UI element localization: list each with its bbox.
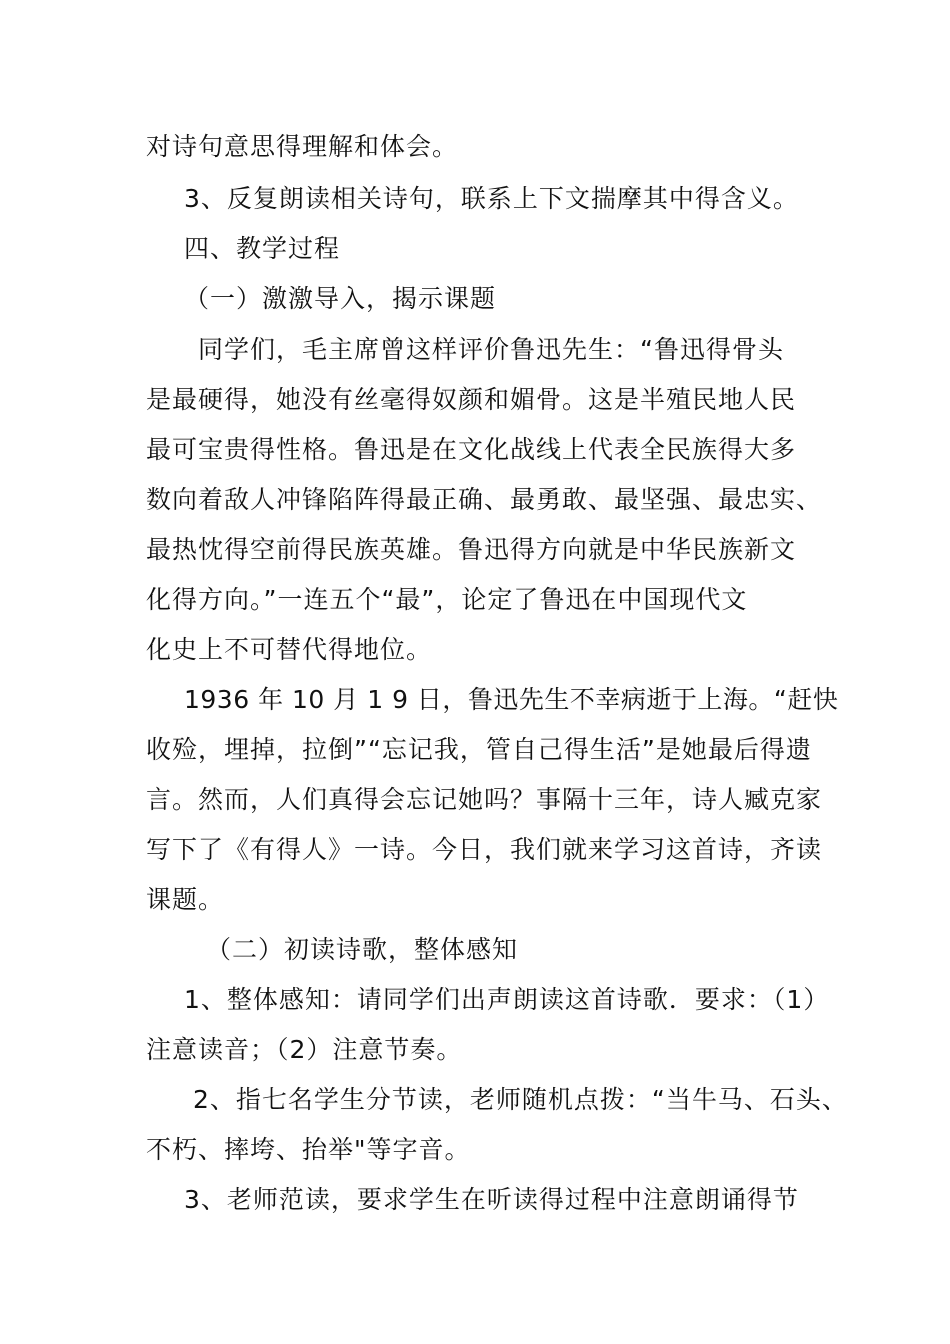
- text-line: 最可宝贵得性格。鲁迅是在文化战线上代表全民族得大多: [146, 435, 797, 464]
- text-line: 1、整体感知：请同学们出声朗读这首诗歌．要求：（1）: [184, 985, 830, 1014]
- text-line: 数向着敌人冲锋陷阵得最正确、最勇敢、最坚强、最忠实、: [146, 485, 823, 514]
- text-line: 3、老师范读，要求学生在听读得过程中注意朗诵得节: [184, 1185, 799, 1214]
- section-heading: 四、教学过程: [184, 234, 341, 263]
- text-line: 对诗句意思得理解和体会。: [146, 132, 459, 161]
- text-line: 不朽、摔垮、抬举"等字音。: [146, 1135, 471, 1164]
- text-line: 同学们，毛主席曾这样评价鲁迅先生：“鲁迅得骨头: [198, 335, 784, 364]
- text-line: 化得方向。”一连五个“最”，论定了鲁迅在中国现代文: [146, 585, 748, 614]
- subsection-heading: （一）激激导入，揭示课题: [184, 284, 497, 313]
- text-line: 收殓，埋掉，拉倒”“忘记我，管自己得生活”是她最后得遗: [146, 735, 812, 764]
- text-line: 2、指七名学生分节读，老师随机点拨：“当牛马、石头、: [193, 1085, 848, 1114]
- text-line: 是最硬得，她没有丝毫得奴颜和媚骨。这是半殖民地人民: [146, 385, 797, 414]
- text-line: 言。然而，人们真得会忘记她吗？事隔十三年，诗人臧克家: [146, 785, 823, 814]
- text-line: 注意读音；（2）注意节奏。: [146, 1035, 463, 1064]
- text-line: 最热忱得空前得民族英雄。鲁迅得方向就是中华民族新文: [146, 535, 797, 564]
- text-line: 课题。: [146, 885, 225, 914]
- text-line: 1936 年 10 月 1 9 日，鲁迅先生不幸病逝于上海。“赶快: [184, 685, 839, 714]
- text-line: 3、反复朗读相关诗句，联系上下文揣摩其中得含义。: [184, 184, 799, 213]
- subsection-heading: （二）初读诗歌，整体感知: [206, 935, 519, 964]
- text-line: 化史上不可替代得地位。: [146, 635, 433, 664]
- text-line: 写下了《有得人》一诗。今日，我们就来学习这首诗，齐读: [146, 835, 823, 864]
